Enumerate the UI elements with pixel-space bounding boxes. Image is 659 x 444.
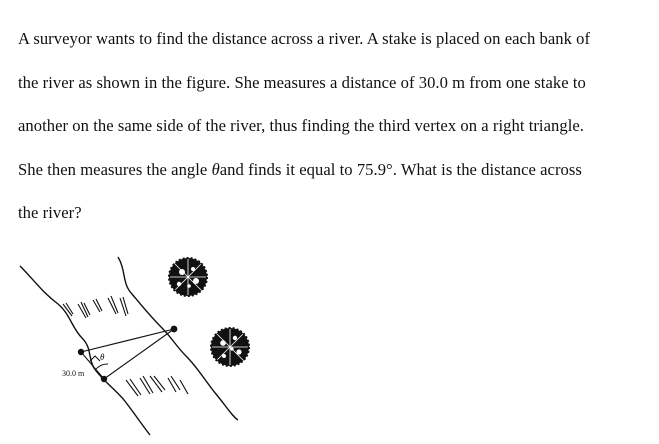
problem-line-3: another on the same side of the river, thus finding the third vertex on a right triangle. [18, 116, 584, 135]
distance-label: 30.0 m [62, 369, 85, 378]
right-triangle [81, 329, 174, 379]
river-diagram [0, 230, 300, 444]
stake-left-bank-lower [101, 376, 107, 382]
stake-right-bank [171, 326, 178, 333]
problem-line-4 [18, 148, 652, 192]
problem-line-1: A surveyor wants to find the distance across a river. A stake is placed on each bank of [18, 29, 591, 48]
tree-icon [211, 328, 249, 366]
problem-statement [18, 17, 652, 235]
theta-symbol: θ [211, 159, 220, 179]
angle-arc [96, 364, 108, 369]
problem-line-5: the river? [18, 203, 82, 222]
water-ripple-icon [63, 296, 128, 318]
problem-line-4-end: and finds it equal to 75.9°. What is the distance across [219, 159, 582, 179]
stake-left-bank-upper [78, 349, 84, 355]
river-figure [0, 230, 300, 444]
problem-line-4-start: She then measures the angle [18, 159, 212, 179]
angle-label: θ [100, 352, 105, 362]
problem-line-2: the river as shown in the figure. She measures a distance of 30.0 m from one stake to [18, 72, 586, 92]
tree-icon [169, 258, 207, 296]
water-ripple-icon [126, 376, 188, 396]
